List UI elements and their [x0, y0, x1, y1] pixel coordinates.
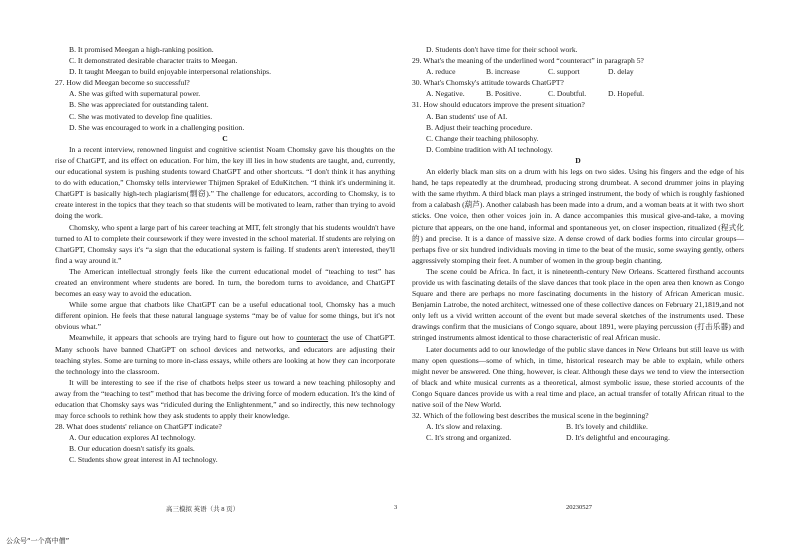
q32-options-row-2	[412, 432, 744, 443]
q26-option-b: B. It promised Meegan a high-ranking position.	[69, 45, 214, 54]
question-30: 30. What's Chomsky's attitude towards ChatGPT?	[412, 78, 564, 88]
question-32: 32. Which of the following best describes the musical scene in the beginning?	[412, 411, 649, 421]
passage-c-para-4: While some argue that chatbots like ChatGPT can be a useful educational tool, Chomsky has a much different opinion. He feels that these natural language systems “may be of value for some things, but it's not obvious what.”	[55, 300, 395, 332]
passage-c-para-5: Meanwhile, it appears that schools are trying hard to figure out how to counteract the use of ChatGPT. Many schools have banned ChatGPT on school devices and networks, and educators are adjusting their teaching styles. Some are turning to more in-class essays, while others are looking at how they can incorporate the technology into the classroom.	[55, 333, 395, 376]
question-28: 28. What does students' reliance on ChatGPT indicate?	[55, 422, 222, 432]
q32-option-a: A. It's slow and relaxing.	[426, 422, 503, 432]
underlined-word-counteract: counteract	[296, 333, 329, 343]
section-d-heading: D	[575, 155, 581, 165]
question-29: 29. What's the meaning of the underlined word “counteract” in paragraph 5?	[412, 56, 644, 66]
q28-option-c: C. Students show great interest in AI technology.	[69, 455, 218, 465]
q28-option-a: A. Our education explores AI technology.	[69, 433, 196, 443]
q30-options	[412, 88, 744, 99]
q31-option-b: B. Adjust their teaching procedure.	[426, 122, 533, 132]
question-31: 31. How should educators improve the present situation?	[412, 100, 585, 110]
q27-option-b: B. She was appreciated for outstanding talent.	[69, 100, 209, 110]
page-footer	[0, 504, 794, 518]
right-column	[412, 44, 744, 443]
q31-option-a: A. Ban students' use of AI.	[426, 111, 508, 121]
q26-option-d: D. It taught Meegan to build enjoyable interpersonal relationships.	[69, 67, 272, 77]
q31-option-c: C. Change their teaching philosophy.	[426, 133, 539, 143]
q27-option-c: C. She was motivated to develop fine qualities.	[69, 111, 213, 121]
section-c-heading: C	[222, 133, 228, 143]
question-27: 27. How did Meegan become so successful?	[55, 78, 190, 88]
passage-d-para-2: The scene could be Africa. In fact, it is nineteenth-century New Orleans. Scattered firsthand accounts provide us with fascinating details of the slave dances that took place in the open area then known as Congo Square and there are perhaps no more fascinating documents in the history of African American music. Benjamin Latrobe, the noted architect, witnessed one of these collective dances on February 21,1819,and not only left us a vivid written account of the event but made several sketches of the instruments used. These drawings confirm that the musicians of Congo square, about 1891, were playing percussion (打击乐器) and stringed instruments almost identical to those characteristic of real African music.	[412, 266, 744, 343]
watermark-text: 公众号“一个高中僧”	[6, 537, 70, 545]
q29-option-c: C. support	[548, 67, 580, 77]
passage-c-para-3: The American intellectual strongly feels like the current educational model of “teaching to test” has created an environment where students are bored. In turn, the boredom turns to avoidance, and ChatGPT becomes an easy way to avoid the education.	[55, 266, 395, 299]
footer-page-number: 3	[394, 504, 398, 511]
q28-option-d: D. Students don't have time for their school work.	[426, 45, 578, 54]
passage-c-para-6: It will be interesting to see if the rise of chatbots helps steer us toward a new teaching philosophy and away from the “teaching to test” method that has become the driving force of modern education. It's the kind of education that Chomsky says was “ridiculed during the Enlightenment,” and so indirectly, this new technology may force schools to rethink how they ask students to apply their knowledge.	[55, 377, 395, 421]
q30-option-a: A. Negative.	[426, 89, 465, 99]
q29-option-b: B. increase	[486, 67, 520, 77]
left-column	[55, 44, 395, 466]
q29-option-d: D. delay	[608, 67, 634, 77]
q28-option-b: B. Our education doesn't satisfy its goals.	[69, 444, 195, 454]
q30-option-c: C. Doubtful.	[548, 89, 587, 99]
q26-option-c: C. It demonstrated desirable character traits to Meegan.	[69, 56, 238, 66]
q29-option-a: A. reduce	[426, 67, 456, 77]
passage-d-para-1: An elderly black man sits on a drum with his legs on two sides. Using his fingers and the edge of his hand, he taps repeatedly at the drumhead, producing strong drumbeat. A second drummer joins in playing with the same rhythm. A third black man plays a stringed instrument, the body of which is roughly fashioned from a calabash (葫芦). Another calabash has been made into a drum, and a woman beats at it with two short sticks. One voice, then other voices join in. A dance accompanies this musical give-and-take, a moving picture that appears, on the one hand, informal and spontaneous yet, on closer inspection, ritualized (程式化的) and precise. It is a dance of massive size. A dense crowd of dark bodies forms into circular groups—perhaps five or six hundred individuals moving in time to the beat of the music, some swaying gently, others aggressively stomping their feet. A number of women in the group begin chanting.	[412, 167, 744, 265]
q30-option-d: D. Hopeful.	[608, 89, 645, 99]
passage-c-para-2: Chomsky, who spent a large part of his career teaching at MIT, felt strongly that his students wouldn't have turned to AI to complete their coursework if they were invested in the school material. If students are relying on ChatGPT, Chomsky says it's “a sign that the educational system is failing. If students aren't interested, they'll find a way around it.”	[55, 222, 395, 265]
q27-option-d: D. She was encouraged to work in a challenging position.	[69, 122, 245, 132]
q31-option-d: D. Combine tradition with AI technology.	[426, 144, 553, 154]
footer-date: 20230527	[566, 504, 592, 511]
passage-c-para-1: In a recent interview, renowned linguist and cognitive scientist Noam Chomsky gave his thoughts on the rise of ChatGPT, and its effect on education. For him, the key ill lies in how students are taught, and, currently, our educational system is pushing students toward ChatGPT and other shortcuts. “I don't think it has anything to do with education,” Chomsky tells interviewer Thijmen Sprakel of EduKitchen. “I think it's undermining it. ChatGPT is basically high-tech plagiarism(剽窃).” The challenge for educators, according to Chomsky, is to create interest in the topics that they teach so that students will be motivated to learn, rather than trying to avoid doing the work.	[55, 144, 395, 221]
q27-option-a: A. She was gifted with supernatural power.	[69, 89, 201, 99]
q32-option-d: D. It's delightful and encouraging.	[566, 433, 670, 443]
footer-subject: 高三模拟 英语（共 8 页）	[166, 506, 240, 513]
q32-option-b: B. It's lovely and childlike.	[566, 422, 648, 432]
q32-options-row-1	[412, 421, 744, 432]
q29-options	[412, 66, 744, 77]
q30-option-b: B. Positive.	[486, 89, 522, 99]
passage-d-para-3: Later documents add to our knowledge of the public slave dances in New Orleans but still leave us with many open questions—some of which, in time, historical research may be able to explain, while others might never be answered. One thing, however, is clear. Although these days we tend to view the intersection of black and white musical currents as a theoretical, almost symbolic issue, these storied accounts of the Congo Square dances provide us with a real time and place, an actual transfer of totally African ritual to the native soil of the New World.	[412, 344, 744, 409]
q32-option-c: C. It's strong and organized.	[426, 433, 512, 443]
